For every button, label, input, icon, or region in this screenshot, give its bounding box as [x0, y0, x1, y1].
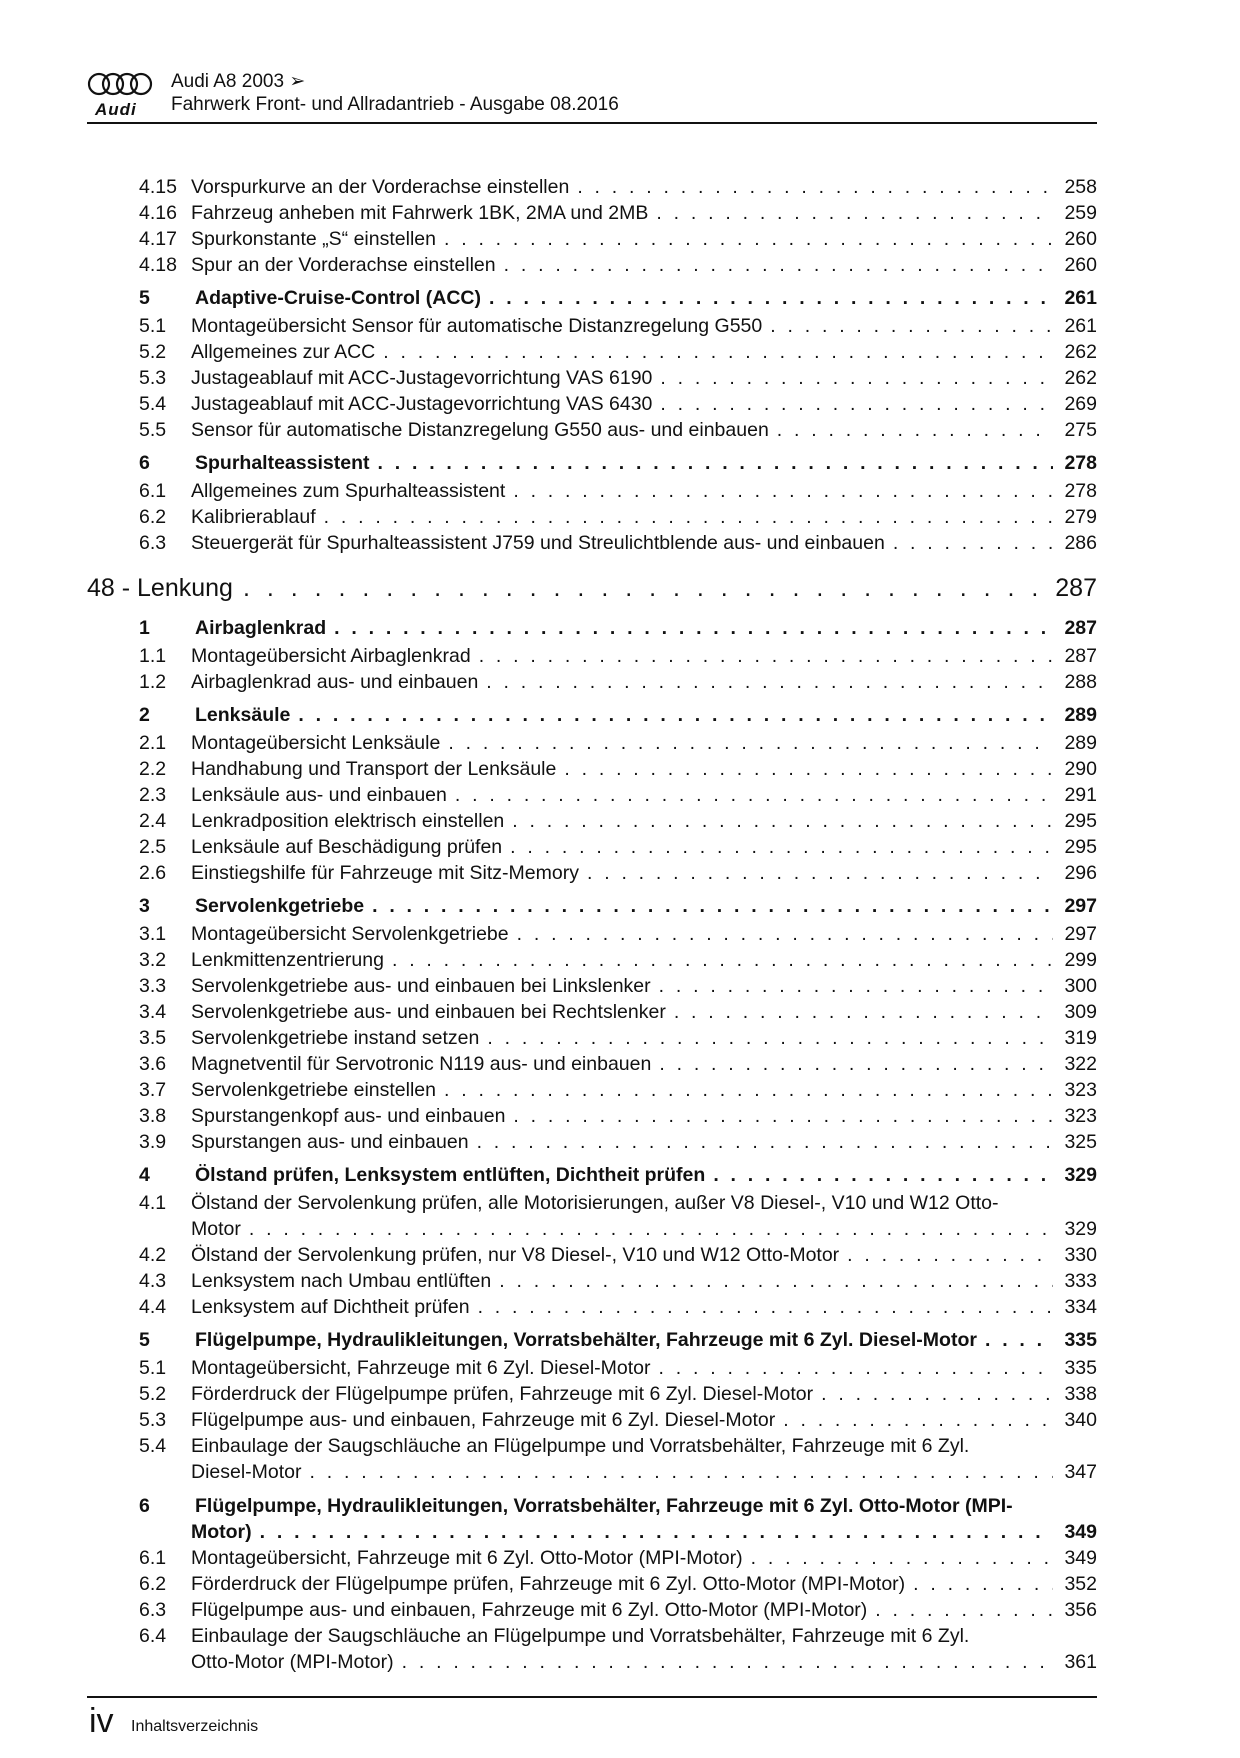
- toc-subsection-entry[interactable]: [87, 391, 1097, 417]
- toc-entry-number: 6.1: [139, 480, 167, 502]
- toc-subsection-entry[interactable]: [87, 947, 1097, 973]
- toc-leader-dots: [486, 669, 1053, 695]
- toc-entry-number: 6: [139, 1495, 150, 1517]
- toc-leader-dots: [243, 568, 1047, 608]
- toc-leader-dots: [489, 283, 1053, 313]
- toc-leader-dots: [444, 226, 1053, 252]
- toc-entry-title: Lenksäule auf Beschädigung prüfen: [191, 836, 503, 858]
- toc-page-number: 335: [1064, 1329, 1097, 1351]
- toc-section-entry[interactable]: [87, 448, 1097, 478]
- toc-entry-number: 3.9: [139, 1131, 167, 1153]
- toc-entry-title: Lenkradposition elektrisch einstellen: [191, 810, 505, 832]
- toc-section-entry[interactable]: [87, 1160, 1097, 1190]
- toc-subsection-entry[interactable]: [87, 252, 1097, 278]
- toc-entry-title: Einbaulage der Saugschläuche an Flügelpumpe und Vorratsbehälter, Fahrzeuge mit 6 Zyl.: [191, 1435, 970, 1457]
- toc-page-number: 361: [1064, 1651, 1097, 1673]
- toc-entry-number: 5.2: [139, 341, 167, 363]
- header-title: Audi A8 2003 ➢: [171, 71, 306, 92]
- toc-entry-number: 2.5: [139, 836, 167, 858]
- toc-leader-dots: [504, 252, 1053, 278]
- toc-subsection-entry[interactable]: [87, 226, 1097, 252]
- toc-entry-title: Montageübersicht Airbaglenkrad: [191, 645, 471, 667]
- toc-page-number: 291: [1064, 784, 1097, 806]
- toc-section-entry[interactable]: [87, 1493, 1097, 1545]
- toc-entry-title: Einstiegshilfe für Fahrzeuge mit Sitz-Memory: [191, 862, 579, 884]
- page-header: [87, 70, 1097, 124]
- toc-entry-number: 5.1: [139, 315, 167, 337]
- toc-leader-dots: [444, 1077, 1053, 1103]
- toc-page-number: 278: [1064, 480, 1097, 502]
- toc-subsection-entry[interactable]: [87, 313, 1097, 339]
- toc-subsection-entry[interactable]: [87, 174, 1097, 200]
- toc-page-number: 262: [1064, 367, 1097, 389]
- toc-entry-title: Kalibrierablauf: [191, 506, 316, 528]
- toc-entry-title: Flügelpumpe, Hydraulikleitungen, Vorratsbehälter, Fahrzeuge mit 6 Zyl. Diesel-Motor: [195, 1329, 977, 1351]
- toc-subsection-entry[interactable]: [87, 1077, 1097, 1103]
- toc-entry-title: Justageablauf mit ACC-Justagevorrichtung VAS 6430: [191, 393, 653, 415]
- toc-entry-title: Airbaglenkrad aus- und einbauen: [191, 671, 479, 693]
- toc-page-number: 319: [1064, 1027, 1097, 1049]
- toc-leader-dots: [821, 1381, 1053, 1407]
- toc-entry-title: Spurhalteassistent: [195, 452, 370, 474]
- toc-entry-title: Flügelpumpe aus- und einbauen, Fahrzeuge mit 6 Zyl. Otto-Motor (MPI-Motor): [191, 1599, 868, 1621]
- toc-leader-dots: [324, 504, 1053, 530]
- toc-subsection-entry[interactable]: [87, 1103, 1097, 1129]
- toc-entry-number: 5.4: [139, 1435, 167, 1457]
- toc-entry-number: 3.1: [139, 923, 167, 945]
- toc-page-number: 295: [1064, 810, 1097, 832]
- toc-page-number: 287: [1064, 645, 1097, 667]
- toc-subsection-entry[interactable]: [87, 1623, 1097, 1675]
- toc-entry-title-continued: Otto-Motor (MPI-Motor): [191, 1651, 394, 1673]
- toc-page-number: 335: [1064, 1357, 1097, 1379]
- toc-leader-dots: [513, 478, 1053, 504]
- toc-subsection-entry[interactable]: [87, 1597, 1097, 1623]
- toc-entry-number: 5.5: [139, 419, 167, 441]
- toc-entry-title: Ölstand der Servolenkung prüfen, alle Motorisierungen, außer V8 Diesel-, V10 und W12 Otto-: [191, 1192, 999, 1214]
- toc-subsection-entry[interactable]: [87, 1190, 1097, 1242]
- toc-leader-dots: [392, 947, 1053, 973]
- toc-leader-dots: [310, 1459, 1053, 1485]
- toc-entry-title: Flügelpumpe aus- und einbauen, Fahrzeuge mit 6 Zyl. Diesel-Motor: [191, 1409, 776, 1431]
- toc-entry-number: 4.3: [139, 1270, 167, 1292]
- toc-entry-title: Justageablauf mit ACC-Justagevorrichtung VAS 6190: [191, 367, 653, 389]
- toc-entry-title: Flügelpumpe, Hydraulikleitungen, Vorratsbehälter, Fahrzeuge mit 6 Zyl. Otto-Motor (MPI-: [195, 1495, 1013, 1517]
- toc-entry-title: Montageübersicht Sensor für automatische Distanzregelung G550: [191, 315, 763, 337]
- toc-page-number: 261: [1064, 315, 1097, 337]
- toc-entry-number: 4.18: [139, 254, 177, 276]
- toc-leader-dots: [334, 613, 1053, 643]
- toc-subsection-entry[interactable]: [87, 1407, 1097, 1433]
- toc-subsection-entry[interactable]: [87, 808, 1097, 834]
- toc-page-number: 261: [1064, 287, 1097, 309]
- toc-page-number: 290: [1064, 758, 1097, 780]
- toc-chapter-entry[interactable]: [87, 568, 1097, 608]
- toc-entry-title: Steuergerät für Spurhalteassistent J759 und Streulichtblende aus- und einbauen: [191, 532, 885, 554]
- toc-entry-title: Ölstand der Servolenkung prüfen, nur V8 Diesel-, V10 und W12 Otto-Motor: [191, 1244, 840, 1266]
- toc-entry-number: 2.3: [139, 784, 167, 806]
- toc-leader-dots: [660, 365, 1053, 391]
- toc-entry-number: 4.2: [139, 1244, 167, 1266]
- toc-entry-number: 5: [139, 1329, 150, 1351]
- toc-subsection-entry[interactable]: [87, 1129, 1097, 1155]
- toc-entry-number: 4.16: [139, 202, 177, 224]
- toc-subsection-entry[interactable]: [87, 200, 1097, 226]
- toc-entry-number: 1.2: [139, 671, 167, 693]
- toc-page-number: 338: [1064, 1383, 1097, 1405]
- audi-logo: [87, 72, 153, 119]
- toc-entry-title-continued: Diesel-Motor: [191, 1461, 302, 1483]
- toc-leader-dots: [713, 1160, 1053, 1190]
- toc-leader-dots: [660, 391, 1053, 417]
- toc-leader-dots: [577, 174, 1053, 200]
- toc-entry-number: 2.4: [139, 810, 167, 832]
- toc-leader-dots: [402, 1649, 1053, 1675]
- toc-page-number: 323: [1064, 1079, 1097, 1101]
- toc-page-number: 278: [1064, 452, 1097, 474]
- toc-page-number: 260: [1064, 254, 1097, 276]
- toc-leader-dots: [770, 313, 1053, 339]
- toc-entry-number: 5.3: [139, 1409, 167, 1431]
- toc-entry-number: 4.15: [139, 176, 177, 198]
- toc-section-entry[interactable]: [87, 700, 1097, 730]
- toc-subsection-entry[interactable]: [87, 643, 1097, 669]
- toc-page-number: 262: [1064, 341, 1097, 363]
- toc-page-number: 349: [1064, 1547, 1097, 1569]
- toc-leader-dots: [564, 756, 1053, 782]
- toc-entry-number: 6.4: [139, 1625, 167, 1647]
- toc-subsection-entry[interactable]: [87, 1571, 1097, 1597]
- toc-entry-number: 3.4: [139, 1001, 167, 1023]
- toc-section-entry[interactable]: [87, 283, 1097, 313]
- toc-page-number: 297: [1064, 895, 1097, 917]
- toc-subsection-entry[interactable]: [87, 756, 1097, 782]
- toc-subsection-entry[interactable]: [87, 834, 1097, 860]
- toc-subsection-entry[interactable]: [87, 365, 1097, 391]
- toc-entry-number: 4: [139, 1164, 150, 1186]
- toc-leader-dots: [487, 1025, 1053, 1051]
- toc-leader-dots: [783, 1407, 1053, 1433]
- toc-entry-title: Servolenkgetriebe: [195, 895, 365, 917]
- toc-entry-number: 3.5: [139, 1027, 167, 1049]
- toc-leader-dots: [249, 1216, 1053, 1242]
- toc-entry-title: Lenkmittenzentrierung: [191, 949, 384, 971]
- toc-entry-number: 5: [139, 287, 150, 309]
- toc-subsection-entry[interactable]: [87, 999, 1097, 1025]
- toc-subsection-entry[interactable]: [87, 669, 1097, 695]
- toc-entry-number: 2: [139, 704, 150, 726]
- toc-page-number: 287: [1055, 574, 1097, 602]
- toc-entry-title: Allgemeines zur ACC: [191, 341, 376, 363]
- toc-entry-number: 6.2: [139, 1573, 167, 1595]
- toc-entry-number: 6.2: [139, 506, 167, 528]
- toc-entry-number: 2.1: [139, 732, 167, 754]
- toc-leader-dots: [372, 891, 1053, 921]
- toc-leader-dots: [455, 782, 1053, 808]
- audi-wordmark: Audi: [95, 100, 137, 119]
- toc-page-number: 330: [1064, 1244, 1097, 1266]
- toc-subsection-entry[interactable]: [87, 530, 1097, 556]
- toc-entry-number: 4.17: [139, 228, 177, 250]
- toc-entry-title: Lenksystem auf Dichtheit prüfen: [191, 1296, 470, 1318]
- toc-leader-dots: [383, 339, 1053, 365]
- toc-entry-number: 3.6: [139, 1053, 167, 1075]
- toc-entry-title: Spurstangen aus- und einbauen: [191, 1131, 469, 1153]
- toc-entry-number: 6.3: [139, 532, 167, 554]
- toc-leader-dots: [510, 834, 1053, 860]
- toc-page-number: 300: [1064, 975, 1097, 997]
- toc-entry-title: Spurkonstante „S“ einstellen: [191, 228, 436, 250]
- toc-leader-dots: [674, 999, 1053, 1025]
- toc-subsection-entry[interactable]: [87, 1294, 1097, 1320]
- toc-page-number: 309: [1064, 1001, 1097, 1023]
- toc-entry-title-continued: Motor: [191, 1218, 241, 1240]
- toc-page-number: 296: [1064, 862, 1097, 884]
- toc-entry-number: 6.1: [139, 1547, 167, 1569]
- toc-page-number: 279: [1064, 506, 1097, 528]
- toc-entry-title: Allgemeines zum Spurhalteassistent: [191, 480, 506, 502]
- toc-leader-dots: [985, 1325, 1053, 1355]
- toc-subsection-entry[interactable]: [87, 1025, 1097, 1051]
- toc-subsection-entry[interactable]: [87, 1433, 1097, 1485]
- toc-page-number: 322: [1064, 1053, 1097, 1075]
- toc-subsection-entry[interactable]: [87, 973, 1097, 999]
- toc-subsection-entry[interactable]: [87, 417, 1097, 443]
- toc-page-number: 299: [1064, 949, 1097, 971]
- toc-leader-dots: [499, 1268, 1053, 1294]
- header-subtitle: Fahrwerk Front- und Allradantrieb - Ausgabe 08.2016: [171, 94, 619, 115]
- toc-leader-dots: [512, 808, 1053, 834]
- toc-section-entry[interactable]: [87, 613, 1097, 643]
- toc-subsection-entry[interactable]: [87, 921, 1097, 947]
- toc-page-number: 329: [1064, 1164, 1097, 1186]
- toc-leader-dots: [479, 643, 1053, 669]
- toc-leader-dots: [893, 530, 1053, 556]
- toc-entry-title: Montageübersicht Servolenkgetriebe: [191, 923, 509, 945]
- toc-page-number: 295: [1064, 836, 1097, 858]
- toc-entry-number: 3.8: [139, 1105, 167, 1127]
- toc-page-number: 289: [1064, 704, 1097, 726]
- toc-subsection-entry[interactable]: [87, 782, 1097, 808]
- toc-entry-title: Servolenkgetriebe einstellen: [191, 1079, 436, 1101]
- toc-entry-number: 5.1: [139, 1357, 167, 1379]
- toc-leader-dots: [659, 973, 1053, 999]
- toc-leader-dots: [478, 1294, 1053, 1320]
- toc-subsection-entry[interactable]: [87, 1268, 1097, 1294]
- toc-page-number: 356: [1064, 1599, 1097, 1621]
- toc-entry-title: Montageübersicht, Fahrzeuge mit 6 Zyl. Otto-Motor (MPI-Motor): [191, 1547, 743, 1569]
- toc-page-number: 325: [1064, 1131, 1097, 1153]
- toc-subsection-entry[interactable]: [87, 1051, 1097, 1077]
- toc-entry-number: 3.2: [139, 949, 167, 971]
- toc-leader-dots: [377, 448, 1053, 478]
- toc-entry-title: Spur an der Vorderachse einstellen: [191, 254, 496, 276]
- toc-page-number: 269: [1064, 393, 1097, 415]
- page-footer: [87, 1696, 1097, 1758]
- toc-leader-dots: [587, 860, 1053, 886]
- toc-entry-number: 6: [139, 452, 150, 474]
- toc-page-number: 289: [1064, 732, 1097, 754]
- toc-subsection-entry[interactable]: [87, 1242, 1097, 1268]
- toc-page-number: 275: [1064, 419, 1097, 441]
- toc-page-number: 334: [1064, 1296, 1097, 1318]
- toc-entry-title: Vorspurkurve an der Vorderachse einstellen: [191, 176, 570, 198]
- toc-section-entry[interactable]: [87, 891, 1097, 921]
- toc-entry-title: Spurstangenkopf aus- und einbauen: [191, 1105, 506, 1127]
- toc-entry-number: 5.4: [139, 393, 167, 415]
- toc-entry-title: Förderdruck der Flügelpumpe prüfen, Fahrzeuge mit 6 Zyl. Diesel-Motor: [191, 1383, 814, 1405]
- toc-leader-dots: [847, 1242, 1053, 1268]
- footer-section: Inhaltsverzeichnis: [131, 1718, 259, 1735]
- toc-page-number: 340: [1064, 1409, 1097, 1431]
- toc-page-number: 286: [1064, 532, 1097, 554]
- toc-leader-dots: [513, 1103, 1053, 1129]
- toc-page-number: 288: [1064, 671, 1097, 693]
- toc-page-number: 347: [1064, 1461, 1097, 1483]
- toc-leader-dots: [751, 1545, 1053, 1571]
- toc-entry-number: 5.3: [139, 367, 167, 389]
- toc-subsection-entry[interactable]: [87, 478, 1097, 504]
- toc-entry-title: Lenksystem nach Umbau entlüften: [191, 1270, 492, 1292]
- toc-entry-title: Fahrzeug anheben mit Fahrwerk 1BK, 2MA und 2MB: [191, 202, 649, 224]
- toc-subsection-entry[interactable]: [87, 1381, 1097, 1407]
- toc-leader-dots: [875, 1597, 1053, 1623]
- toc-subsection-entry[interactable]: [87, 730, 1097, 756]
- toc-entry-number: 1: [139, 617, 150, 639]
- toc-subsection-entry[interactable]: [87, 1355, 1097, 1381]
- toc-entry-number: 4.4: [139, 1296, 167, 1318]
- toc-page-number: 323: [1064, 1105, 1097, 1127]
- toc-leader-dots: [659, 1355, 1053, 1381]
- toc-subsection-entry[interactable]: [87, 504, 1097, 530]
- toc-leader-dots: [517, 921, 1053, 947]
- toc-entry-number: 2.2: [139, 758, 167, 780]
- toc-leader-dots: [477, 1129, 1053, 1155]
- toc-entry-number: 4.1: [139, 1192, 167, 1214]
- toc-entry-title: Montageübersicht Lenksäule: [191, 732, 441, 754]
- toc-entry-title-continued: Motor): [191, 1521, 252, 1543]
- toc-entry-title: Förderdruck der Flügelpumpe prüfen, Fahrzeuge mit 6 Zyl. Otto-Motor (MPI-Motor): [191, 1573, 906, 1595]
- toc-entry-title: Magnetventil für Servotronic N119 aus- und einbauen: [191, 1053, 652, 1075]
- toc-leader-dots: [448, 730, 1053, 756]
- toc-page-number: 297: [1064, 923, 1097, 945]
- toc-entry-number: 3.7: [139, 1079, 167, 1101]
- toc-page-number: 333: [1064, 1270, 1097, 1292]
- toc-chapter-title: 48 - Lenkung: [87, 574, 233, 602]
- toc-entry-title: Lenksäule aus- und einbauen: [191, 784, 447, 806]
- toc-entry-title: Servolenkgetriebe instand setzen: [191, 1027, 480, 1049]
- toc-page-number: 329: [1064, 1218, 1097, 1240]
- toc-page-number: 258: [1064, 176, 1097, 198]
- toc-entry-title: Ölstand prüfen, Lenksystem entlüften, Dichtheit prüfen: [195, 1164, 706, 1186]
- toc-entry-number: 3: [139, 895, 150, 917]
- toc-leader-dots: [659, 1051, 1053, 1077]
- toc-entry-title: Handhabung und Transport der Lenksäule: [191, 758, 557, 780]
- toc-page-number: 260: [1064, 228, 1097, 250]
- toc-entry-number: 3.3: [139, 975, 167, 997]
- toc-entry-title: Einbaulage der Saugschläuche an Flügelpumpe und Vorratsbehälter, Fahrzeuge mit 6 Zyl.: [191, 1625, 970, 1647]
- toc-entry-title: Sensor für automatische Distanzregelung G550 aus- und einbauen: [191, 419, 769, 441]
- page-number: iv: [89, 1702, 114, 1740]
- toc-subsection-entry[interactable]: [87, 860, 1097, 886]
- toc-entry-title: Airbaglenkrad: [195, 617, 327, 639]
- table-of-contents: [87, 174, 1097, 1675]
- toc-entry-number: 5.2: [139, 1383, 167, 1405]
- toc-leader-dots: [777, 417, 1053, 443]
- toc-entry-number: 1.1: [139, 645, 167, 667]
- toc-page-number: 349: [1064, 1521, 1097, 1543]
- toc-entry-title: Lenksäule: [195, 704, 291, 726]
- toc-entry-title: Montageübersicht, Fahrzeuge mit 6 Zyl. Diesel-Motor: [191, 1357, 651, 1379]
- toc-subsection-entry[interactable]: [87, 1545, 1097, 1571]
- toc-leader-dots: [913, 1571, 1053, 1597]
- toc-entry-title: Servolenkgetriebe aus- und einbauen bei Rechtslenker: [191, 1001, 666, 1023]
- toc-page-number: 287: [1064, 617, 1097, 639]
- toc-leader-dots: [656, 200, 1053, 226]
- toc-page-number: 352: [1064, 1573, 1097, 1595]
- toc-leader-dots: [298, 700, 1053, 730]
- toc-entry-title: Servolenkgetriebe aus- und einbauen bei Linkslenker: [191, 975, 651, 997]
- toc-section-entry[interactable]: [87, 1325, 1097, 1355]
- toc-subsection-entry[interactable]: [87, 339, 1097, 365]
- toc-entry-title: Adaptive-Cruise-Control (ACC): [195, 287, 481, 309]
- toc-entry-number: 6.3: [139, 1599, 167, 1621]
- toc-entry-number: 2.6: [139, 862, 167, 884]
- toc-page-number: 259: [1064, 202, 1097, 224]
- toc-leader-dots: [260, 1519, 1053, 1545]
